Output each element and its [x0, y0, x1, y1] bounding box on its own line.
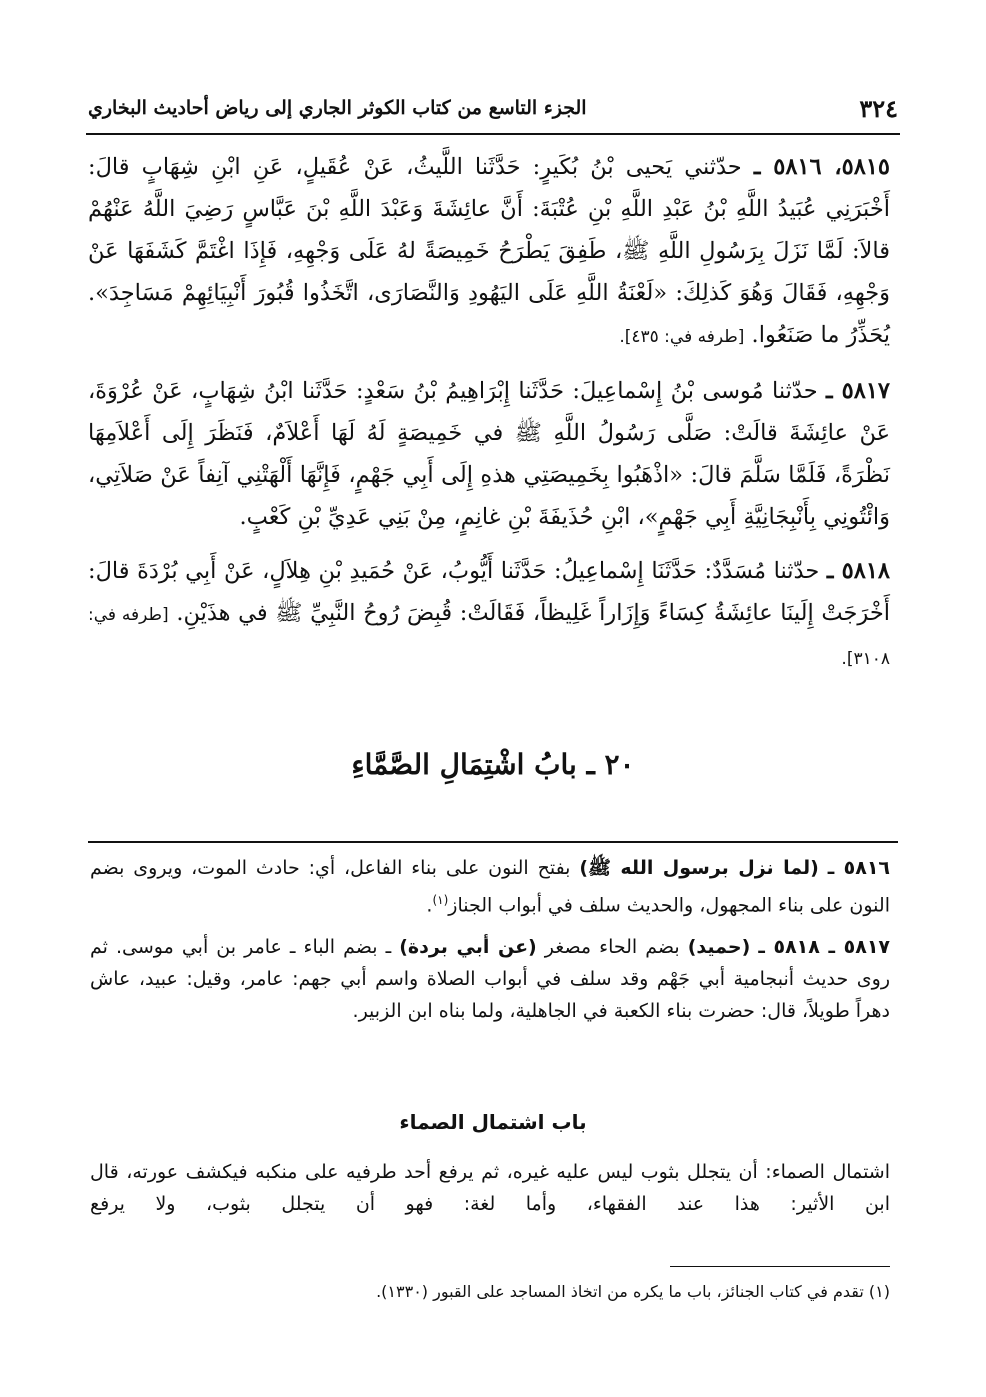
commentary-paragraph [90, 852, 890, 921]
hadith-number: ٥٨١٥، ٥٨١٦ ـ [753, 154, 890, 180]
commentary-text: ـ بضم الباء ـ عامر بن أبي موسى. ثم روى حديث أنبجامية أبي جَهْم وقد سلف في أبواب الصلاة واسم أبي جهم: عامر، وقيل: عبيد، عاش دهراً طويلاً، قال: حضرت بناء الكعبة في الجاهلية، ولما بناه ابن الزبير. [90, 936, 890, 1023]
hadith-text: حدّثنا مُسَدَّدٌ: حَدَّثَنَا إِسْماعِيلُ: حَدَّثَنا أَيُّوبُ، عَنْ حُمَيدِ بْنِ هِلاَلٍ، عَنْ أَبِي بُرْدَةَ قالَ: أَخْرَجَتْ إِلَينَا عائِشَةُ كِسَاءً وَإِزَاراً غَلِيظاً، فَقَالَتْ: قُبِضَ رُوحُ النَّبِيِّ ﷺ في هذَيْنِ. [88, 558, 890, 626]
cross-reference: [طرفه في: ٤٣٥]. [619, 327, 745, 347]
commentary-quote: (عن أبي بردة) [399, 936, 537, 959]
commentary-number: ٥٨١٧ ـ ٥٨١٨ ـ [758, 936, 891, 959]
hadith-text: حدّثنا مُوسى بْنُ إِسْماعِيلَ: حَدَّثَنا إِبْرَاهِيمُ بْنُ سَعْدٍ: حَدَّثَنا ابْنُ شِهَابٍ، عَنْ عُرْوَةَ، عَنْ عائِشَةَ قالَتْ: صَلَّى رَسُولُ اللَّهِ ﷺ في خَمِيصَةٍ لَهُ لَهَا أَعْلاَمٌ، فَنَظَرَ إِلَى أَعْلاَمِهَا نَظْرَةً، فَلَمَّا سَلَّمَ قالَ: «اذْهَبُوا بِخَمِيصَتِي هذهِ إِلَى أَبِي جَهْمٍ، فَإِنَّهَا أَلْهَتْنِي آنِفاً عَنْ صَلاَتِي، وَائْتُونِي بِأَنْبِجَانِيَّةِ أَبِي جَهْمٍ»، ابْنِ حُذَيفَةَ بْنِ غانِمٍ، مِنْ بَنِي عَدِيِّ بْنِ كَعْبٍ. [88, 378, 890, 530]
commentary-text: بفتح النون على بناء الفاعل، أي: حادث الموت، ويروى بضم النون على بناء المجهول، والحديث سلف في أبواب الجناز [90, 857, 890, 917]
commentary-number: ٥٨١٦ ـ [827, 857, 891, 879]
hadith-paragraph [88, 370, 890, 538]
commentary-divider [88, 841, 898, 843]
commentary-paragraph [90, 931, 890, 1027]
hadith-number: ٥٨١٨ ـ [826, 558, 890, 584]
footnote [120, 1278, 890, 1306]
cross-reference: [طرفه في: ٣١٠٨]. [88, 605, 890, 669]
commentary-section-block [90, 1156, 890, 1220]
hadith-paragraph [88, 146, 890, 358]
footnote-marker: (١) [432, 893, 449, 907]
hadith-number: ٥٨١٧ ـ [826, 378, 890, 404]
hadith-paragraph [88, 550, 890, 680]
footnote-text: تقدم في كتاب الجنائز، باب ما يكره من اتخاذ المساجد على القبور (١٣٣٠). [376, 1282, 864, 1301]
footnote-number: (١) [868, 1282, 890, 1301]
commentary-quote: (لما نزل برسول الله ﷺ) [579, 857, 819, 879]
chapter-title: ٢٠ ـ بابُ اشْتِمَالِ الصَّمَّاءِ [351, 748, 635, 781]
page-number: ٣٢٤ [859, 93, 898, 123]
commentary-quote: (حميد) [687, 936, 751, 959]
running-header [88, 88, 898, 128]
commentary-section-text: اشتمال الصماء: أن يتجلل بثوب ليس عليه غيره، ثم يرفع أحد طرفيه على منكبه فيكشف عورته، قال ابن الأثير: هذا عند الفقهاء، وأما لغة: فهو أن يتجلل بثوب، ولا يرفع [90, 1161, 890, 1215]
commentary-block [90, 852, 890, 1037]
footnote-divider [670, 1266, 890, 1267]
hadith-text: حدّثني يَحيى بْنُ بُكَيرٍ: حَدَّثَنا اللَّيثُ، عَنْ عُقَيلٍ، عَنِ ابْنِ شِهَابٍ قالَ: أَخْبَرَنِي عُبَيدُ اللَّهِ بْنُ عَبْدِ اللَّهِ بْنِ عُتْبَةَ: أَنَّ عائِشَةَ وَعَبْدَ اللَّهِ بْنَ عَبَّاسٍ رَضِيَ اللَّهُ عَنْهُمْ قالاَ: لَمَّا نَزَلَ بِرَسُولِ اللَّهِ ﷺ، طَفِقَ يَطْرَحُ خَمِيصَةً لهُ عَلَى وَجْهِهِ، فَإِذَا اغْتَمَّ كَشَفَهَا عَنْ وَجْهِهِ، فَقَالَ وَهُوَ كَذلِكَ: «لَعْنَةُ اللَّهِ عَلَى اليَهُودِ وَالنَّصَارَى، اتَّخَذُوا قُبُورَ أَنْبِيَائِهِمْ مَسَاجِدَ». يُحَذِّرُ ما صَنَعُوا. [88, 154, 890, 348]
commentary-end: . [426, 894, 433, 917]
commentary-section-heading: باب اشتمال الصماء [399, 1110, 587, 1134]
commentary-text: بضم الحاء مصغر [544, 936, 680, 959]
running-title: الجزء التاسع من كتاب الكوثر الجاري إلى رياض أحاديث البخاري [88, 97, 587, 119]
hadith-text-block [88, 146, 890, 692]
header-rule [86, 133, 900, 135]
